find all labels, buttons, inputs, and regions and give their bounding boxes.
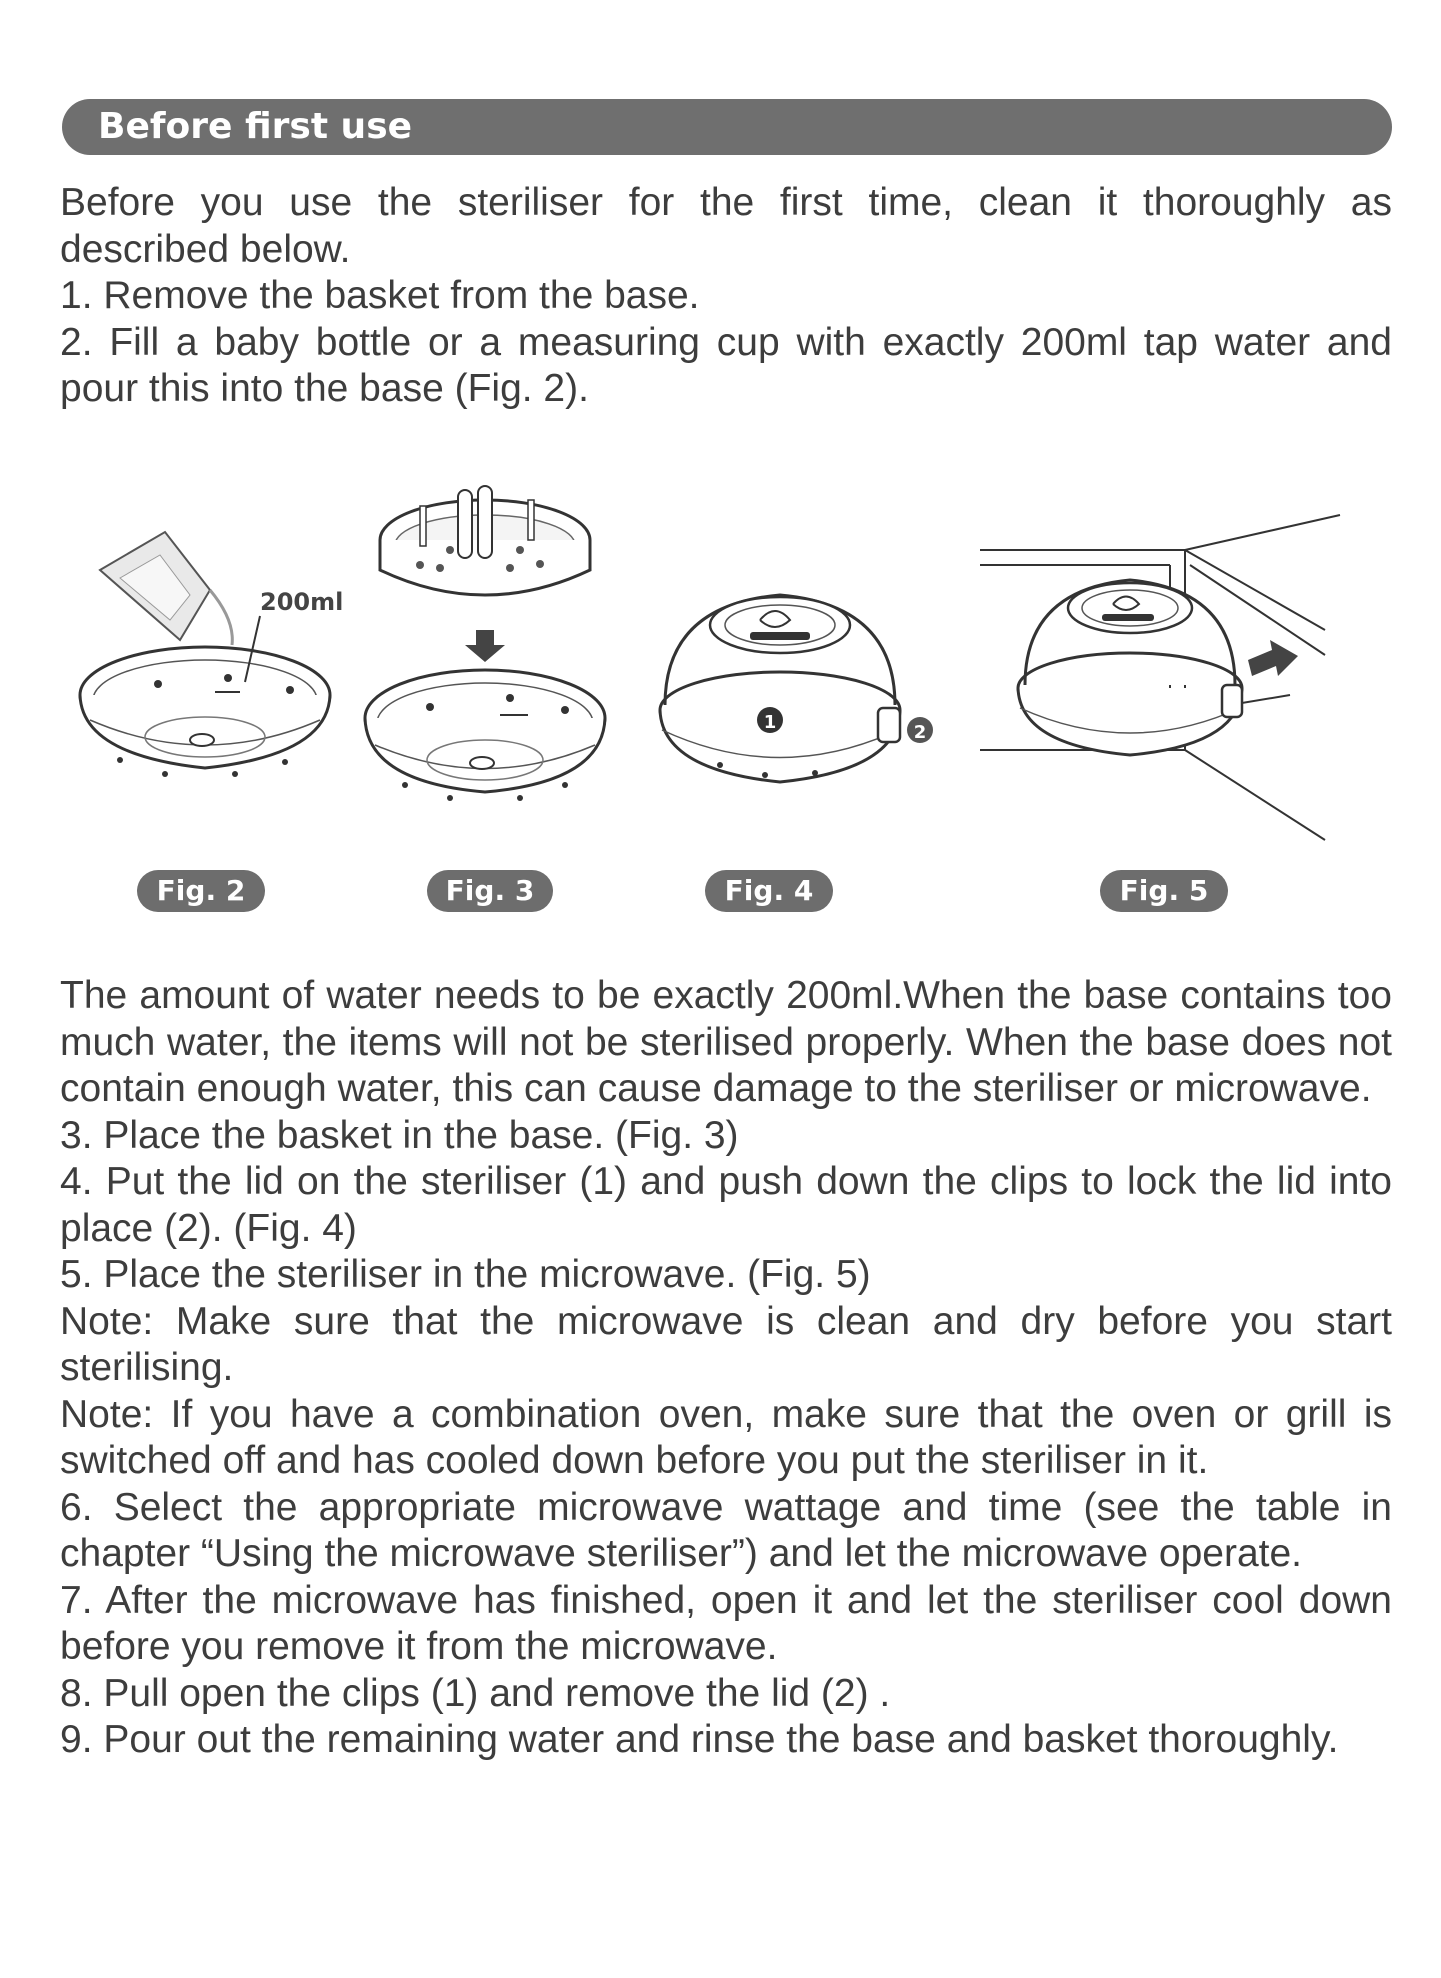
down-arrow-icon: [465, 630, 505, 662]
fig3-illustration: [350, 470, 620, 830]
fig2-callout: 200ml: [260, 588, 344, 616]
figure-3: [350, 470, 620, 830]
fig4-illustration: [650, 570, 940, 810]
figure-row: [60, 470, 1360, 910]
fig4-marker-2: 2: [913, 722, 927, 743]
intro-text: [60, 180, 1392, 413]
steriliser-base-icon: [365, 670, 605, 801]
step-1: 1. Remove the basket from the base.: [60, 274, 700, 317]
step-7: 7. After the microwave has finished, open it and let the steriliser cool down before you remove it from the microwave.: [60, 1578, 1392, 1668]
section-header: [62, 99, 1392, 155]
figure-5: [980, 480, 1360, 850]
instructions-text: [60, 973, 1392, 1764]
step-2: 2. Fill a baby bottle or a measuring cup with exactly 200ml tap water and pour this into the base (Fig. 2).: [60, 320, 1392, 410]
fig4-label: Fig. 4: [705, 870, 833, 912]
fig5-label: Fig. 5: [1100, 870, 1228, 912]
fig4-marker-1: 1: [763, 712, 777, 733]
step-8: 8. Pull open the clips (1) and remove the lid (2) .: [60, 1671, 891, 1715]
steriliser-closed-icon: [1018, 580, 1242, 755]
step-4: 4. Put the lid on the steriliser (1) and push down the clips to lock the lid into place (2). (Fig. 4): [60, 1160, 1392, 1250]
steriliser-base-icon: [80, 647, 330, 777]
basket-icon: [380, 486, 590, 595]
step-6: 6. Select the appropriate microwave wattage and time (see the table in chapter “Using the microwave steriliser”) and let the microwave operate.: [60, 1485, 1392, 1575]
fig5-illustration: [980, 480, 1360, 850]
measuring-cup-icon: [100, 532, 232, 645]
note-combination-oven: Note: If you have a combination oven, make sure that the oven or grill is switched off and has cooled down before you put the steriliser in it.: [60, 1392, 1392, 1482]
intro-paragraph: Before you use the steriliser for the first time, clean it thoroughly as described below.: [60, 181, 1392, 271]
steriliser-closed-icon: [660, 595, 900, 782]
step-3: 3. Place the basket in the base. (Fig. 3): [60, 1113, 739, 1157]
fig3-label: Fig. 3: [427, 870, 553, 912]
step-9: 9. Pour out the remaining water and rinse the base and basket thoroughly.: [60, 1718, 1339, 1761]
figure-2: [60, 470, 350, 810]
step-5: 5. Place the steriliser in the microwave. (Fig. 5): [60, 1253, 871, 1296]
fig2-illustration: [60, 470, 350, 810]
note-clean: Note: Make sure that the microwave is clean and dry before you start sterilising.: [60, 1299, 1392, 1389]
water-warning: The amount of water needs to be exactly 200ml.When the base contains too much water, the items will not be sterilised properly. When the base does not contain enough water, this can cause damage to the steriliser or microwave.: [60, 974, 1392, 1110]
push-arrow-icon: [1248, 640, 1298, 676]
figure-4: [650, 570, 940, 810]
fig2-label: Fig. 2: [137, 870, 265, 912]
section-title: Before first use: [98, 106, 413, 147]
